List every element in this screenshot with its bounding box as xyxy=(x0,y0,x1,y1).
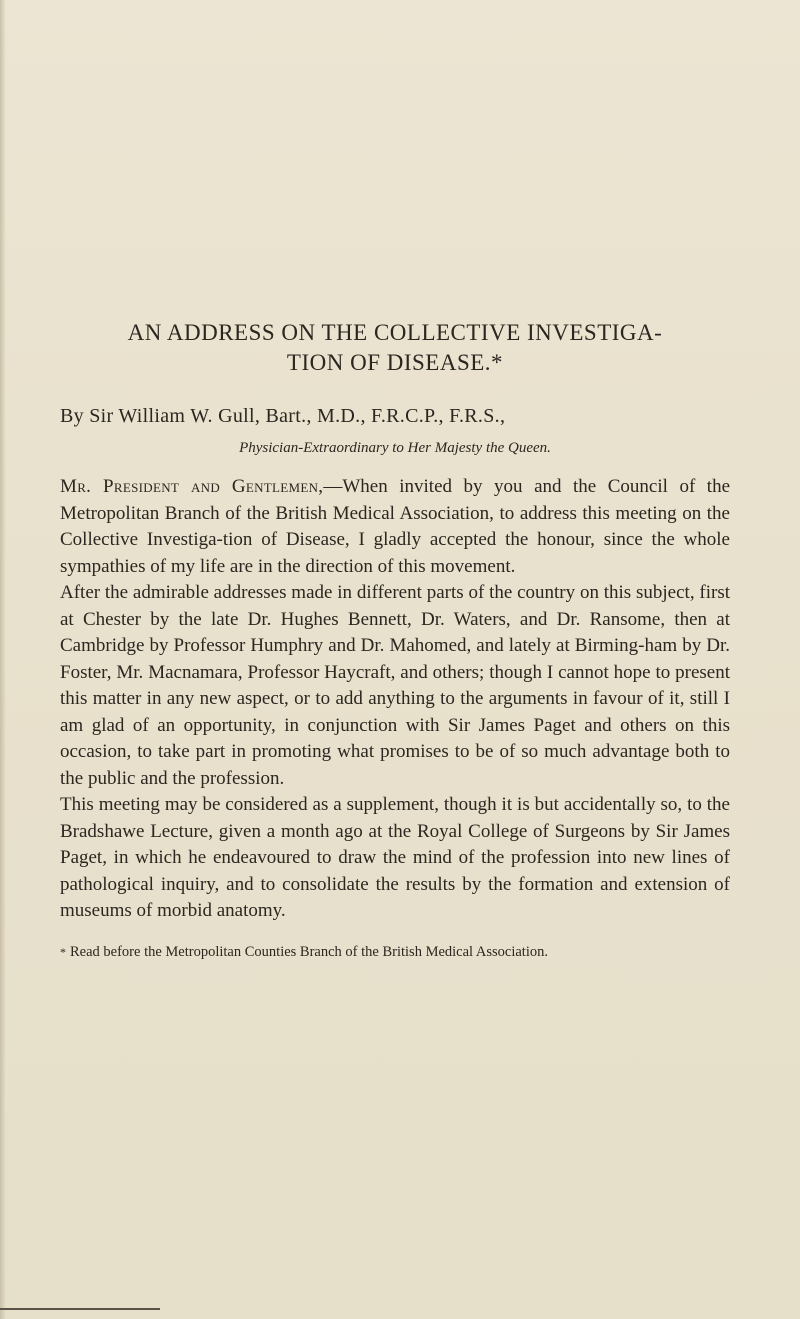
footnote-mark: * xyxy=(60,944,66,959)
article xyxy=(60,318,730,962)
page-edge-shadow xyxy=(0,0,6,1319)
paragraph-1-text: —When invited by you and the Council of the Metropolitan Branch of the British Medical Association, to address this meeting on the Collective Investiga-tion of Disease, I gladly accepted the honour, since the whole sympathies of my life are in the direction of this movement. xyxy=(60,476,731,577)
salutation: Mr. President and Gentlemen, xyxy=(60,476,324,497)
article-body xyxy=(60,474,730,925)
author-affiliation: Physician-Extraordinary to Her Majesty the Queen. xyxy=(239,440,551,456)
title-line-1: AN ADDRESS ON THE COLLECTIVE INVESTIGA- xyxy=(127,320,663,345)
paragraph-1 xyxy=(60,474,730,580)
paragraph-2: After the admirable addresses made in different parts of the country on this subject, first at Chester by the late Dr. Hughes Bennett, Dr. Waters, and Dr. Ransome, then at Cambridge by Professor Humphry and Dr. Mahomed, and lately at Birming-ham by Dr. Foster, Mr. Macnamara, Professor Haycraft, and others; though I cannot hope to present this matter in any new aspect, or to add anything to the arguments in favour of it, still I am glad of an opportunity, in conjunction with Sir James Paget and others on this occasion, to take part in promoting what promises to be of so much advantage both to the public and the profession. xyxy=(60,582,730,789)
author-byline: By Sir William W. Gull, Bart., M.D., F.R.C.P., F.R.S., xyxy=(60,405,506,427)
article-title xyxy=(60,318,730,378)
title-line-2: TION OF DISEASE.* xyxy=(286,350,504,375)
paragraph-3: This meeting may be considered as a supplement, though it is but accidentally so, to the Bradshawe Lecture, given a month ago at the Royal College of Surgeons by Sir James Paget, in which he endeavoured to draw the mind of the profession into new lines of pathological inquiry, and to consolidate the results by the formation and extension of museums of morbid anatomy. xyxy=(60,794,730,921)
page-bottom-rule xyxy=(0,1308,160,1310)
footnote xyxy=(60,943,730,962)
footnote-text: Read before the Metropolitan Counties Branch of the British Medical Association. xyxy=(70,943,548,960)
